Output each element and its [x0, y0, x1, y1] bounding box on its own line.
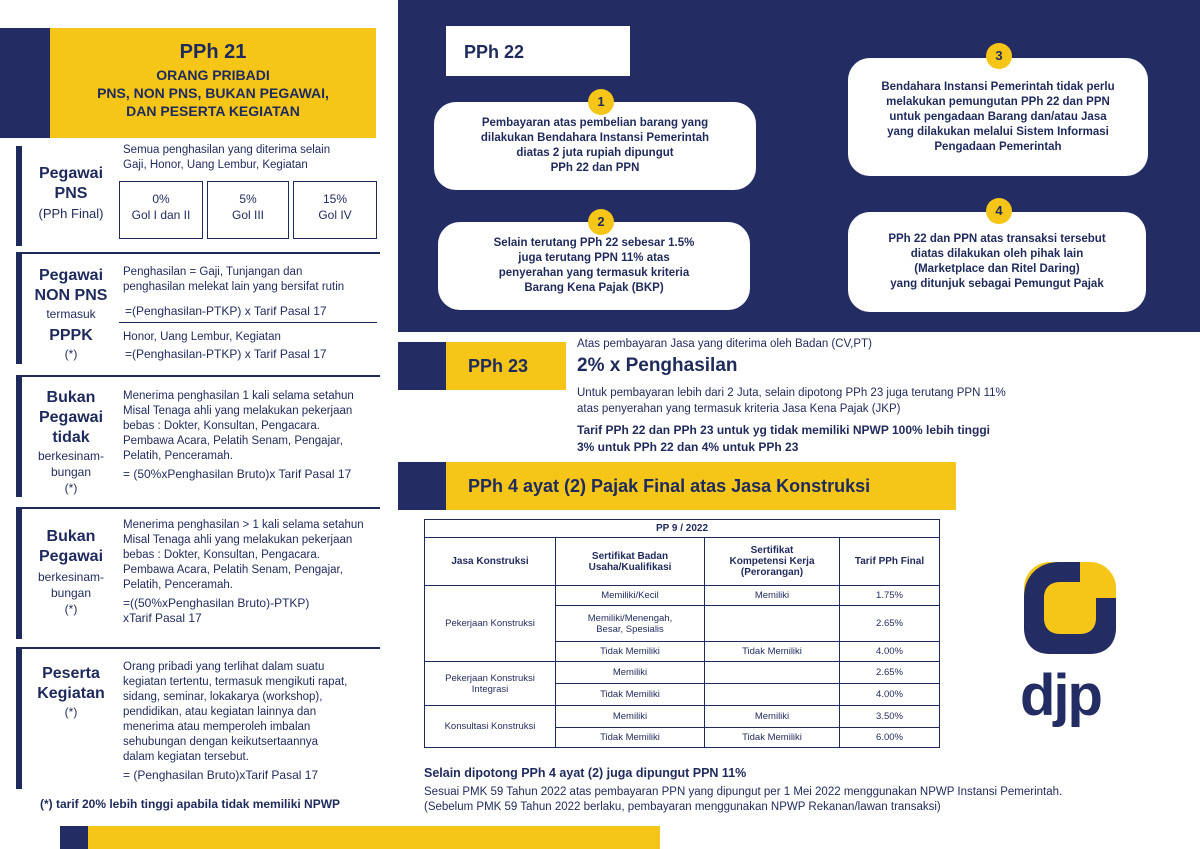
header-line: Kompetensi Kerja: [729, 556, 815, 567]
card-line: PPh 22 dan PPN atas transaksi tersebut: [888, 233, 1106, 245]
pph22-card-1: [434, 102, 756, 190]
text-line: Orang pribadi yang terlihat dalam suatu: [123, 661, 325, 673]
col-header-tarif: Tarif PPh Final: [840, 538, 940, 586]
peserta-text: [123, 660, 381, 783]
card-line: (Marketplace dan Ritel Daring): [914, 263, 1080, 275]
number-badge-2: 2: [588, 209, 614, 235]
group-line: Pekerjaan Konstruksi: [445, 672, 535, 684]
text-line: Pembawa Acara, Pelatih Senam, Pengajar,: [123, 435, 343, 447]
bukan2-label-4: bungan: [50, 586, 92, 600]
header-line: Sertifikat: [750, 545, 794, 556]
gol-label: Gol I dan II: [131, 208, 191, 222]
group-label: [425, 662, 556, 706]
pp9-table: [424, 519, 940, 748]
pns-label-3: (PPh Final): [38, 206, 104, 221]
text-line: Misal Tenaga ahli yang melakukan pekerjaan: [123, 534, 353, 546]
cell-tarif: 1.75%: [840, 586, 940, 606]
pph4-title: PPh 4 ayat (2) Pajak Final atas Jasa Konstruksi: [468, 476, 871, 496]
table-title: PP 9 / 2022: [425, 520, 940, 538]
nonpns-label-1: Pegawai: [38, 267, 104, 284]
text-line: Pelatih, Penceramah.: [123, 450, 233, 462]
text-line: Menerima penghasilan 1 kali selama setahun: [123, 390, 354, 402]
pph21-title: PPh 21: [179, 41, 247, 63]
pph4-title-box: [446, 462, 956, 510]
nonpns-text-2: penghasilan melekat lain yang bersifat rutin: [123, 281, 345, 293]
djp-logo-text: djp: [1020, 663, 1101, 728]
table-row: [425, 662, 940, 684]
cell-sbu: Tidak Memiliki: [556, 684, 705, 706]
cell-skk: [705, 684, 840, 706]
pph21-subtitle-2: PNS, NON PNS, BUKAN PEGAWAI,: [97, 85, 329, 101]
nonpns-text-1: Penghasilan = Gaji, Tunjangan dan: [123, 266, 303, 278]
pph23-note-1: Untuk pembayaran lebih dari 2 Juta, selain dipotong PPh 23 juga terutang PPN 11%: [577, 387, 1006, 399]
group-label: Pekerjaan Konstruksi: [425, 586, 556, 662]
cell-sbu: Memiliki: [556, 662, 705, 684]
pph21-subtitle-1: ORANG PRIBADI: [156, 67, 270, 83]
bukan2-label-2: Pegawai: [38, 548, 104, 565]
col-header-jasa: Jasa Konstruksi: [425, 538, 556, 586]
pph4-navy-block: [398, 462, 446, 510]
nonpns-formula-2: =(Penghasilan-PTKP) x Tarif Pasal 17: [125, 347, 327, 361]
card-line: untuk pengadaan Barang dan/atau Jasa: [889, 110, 1107, 123]
pph21-header: [50, 28, 376, 138]
nonpns-text: [123, 265, 378, 295]
header-line: Sertifikat Badan: [591, 550, 669, 562]
card-line: Barang Kena Pajak (BKP): [524, 282, 664, 294]
bukan2-formula-1: =((50%xPenghasilan Bruto)-PTKP): [123, 596, 310, 610]
peserta-label-1: Peserta: [42, 665, 100, 682]
divider: [16, 375, 380, 377]
pns-desc-2: Gaji, Honor, Uang Lembur, Kegiatan: [123, 159, 308, 171]
text-line: Menerima penghasilan > 1 kali selama setahun: [123, 519, 364, 531]
text-line: Pelatih, Penceramah.: [123, 579, 233, 591]
pns-label-1: Pegawai: [38, 165, 104, 182]
pph23-navy-block: [398, 342, 446, 390]
text-line: sidang, seminar, lokakarya (workshop),: [123, 691, 323, 703]
nonpns-label-4: PPPK: [49, 327, 93, 344]
pns-desc: [123, 143, 373, 173]
cell-skk: Memiliki: [705, 586, 840, 606]
cell-skk: [705, 606, 840, 642]
cell-sbu: Tidak Memiliki: [556, 728, 705, 748]
group-label: Konsultasi Konstruksi: [425, 706, 556, 748]
divider: [16, 507, 380, 509]
pph22-card-2: [438, 222, 750, 310]
card-line: Selain terutang PPh 22 sebesar 1.5%: [493, 237, 695, 249]
card-line: dilakukan Bendahara Instansi Pemerintah: [480, 132, 710, 144]
pph23-title-box: [446, 342, 566, 390]
pph4-note-2: (Sebelum PMK 59 Tahun 2022 berlaku, pembayaran menggunakan NPWP Rekanan/lawan transaksi): [424, 801, 941, 813]
peserta-label: [22, 664, 120, 720]
cell-line: Besar, Spesialis: [596, 623, 664, 635]
card-line: yang dilakukan melalui Sistem Informasi: [887, 125, 1109, 138]
gol-rate: 5%: [239, 192, 257, 206]
cell-line: Memiliki/Menengah,: [587, 612, 673, 624]
cell-skk: Memiliki: [705, 706, 840, 728]
col-header-skk: [705, 538, 840, 586]
table-row: [425, 586, 940, 606]
pph22-card-3: [848, 58, 1148, 176]
cell-tarif: 6.00%: [840, 728, 940, 748]
cell-skk: Tidak Memiliki: [705, 728, 840, 748]
cell-sbu: Tidak Memiliki: [556, 642, 705, 662]
gol-box-2: [207, 181, 289, 239]
divider: [119, 322, 377, 323]
gol-rate: 15%: [322, 192, 348, 206]
bottom-navy-block: [60, 826, 88, 849]
card-line: yang ditunjuk sebagai Pemungut Pajak: [890, 278, 1104, 290]
peserta-formula: = (Penghasilan Bruto)xTarif Pasal 17: [123, 768, 319, 782]
bukan2-label-5: (*): [64, 602, 78, 616]
pph4-bold-note: Selain dipotong PPh 4 ayat (2) juga dipungut PPN 11%: [424, 766, 747, 780]
bukan2-label-3: berkesinam-: [37, 570, 105, 584]
cell-tarif: 2.65%: [840, 606, 940, 642]
gol-rate: 0%: [152, 192, 170, 206]
gol-label: Gol III: [231, 208, 264, 222]
number-badge-1: 1: [588, 89, 614, 115]
pph22-title: PPh 22: [464, 42, 525, 62]
bottom-yellow-bar: [88, 826, 660, 849]
bukan1-label-5: bungan: [50, 465, 92, 479]
nonpns-text-3: Honor, Uang Lembur, Kegiatan: [123, 331, 281, 343]
cell-tarif: 2.65%: [840, 662, 940, 684]
card-line: Pembayaran atas pembelian barang yang: [481, 117, 709, 129]
pns-desc-1: Semua penghasilan yang diterima selain: [123, 144, 331, 156]
gol-box-1: [119, 181, 203, 239]
peserta-label-2: Kegiatan: [37, 685, 105, 702]
bukan1-label-3: tidak: [52, 429, 90, 446]
nonpns-label-5: (*): [64, 347, 78, 361]
header-line: Usaha/Kualifikasi: [588, 561, 672, 573]
text-line: pendidikan, atau kegiatan lainnya dan: [123, 706, 317, 718]
text-line: Pembawa Acara, Pelatih Senam, Pengajar,: [123, 564, 343, 576]
text-line: Misal Tenaga ahli yang melakukan pekerjaan: [123, 405, 353, 417]
nonpns-label: [22, 266, 120, 362]
cell-sbu: [556, 606, 705, 642]
bukan1-formula: = (50%xPenghasilan Bruto)x Tarif Pasal 17: [123, 467, 352, 481]
pns-label-2: PNS: [54, 185, 88, 202]
card-line: Bendahara Instansi Pemerintah tidak perlu: [881, 80, 1115, 93]
text-line: kegiatan tertentu, termasuk mengikuti rapat,: [123, 676, 348, 688]
pph23-title: PPh 23: [468, 356, 529, 376]
text-line: dalam kegiatan tersebut.: [123, 751, 249, 763]
gol-box-3: [293, 181, 377, 239]
pph23-bold-2: 3% untuk PPh 22 dan 4% untuk PPh 23: [577, 440, 799, 454]
cell-skk: Tidak Memiliki: [705, 642, 840, 662]
col-header-sbu: [556, 538, 705, 586]
left-top-navy-block: [0, 28, 50, 138]
cell-tarif: 4.00%: [840, 642, 940, 662]
bukan1-label-4: berkesinam-: [37, 449, 105, 463]
pph21-subtitle-3: DAN PESERTA KEGIATAN: [126, 103, 300, 119]
bukan2-label-1: Bukan: [46, 528, 96, 545]
nonpns-formula-1: =(Penghasilan-PTKP) x Tarif Pasal 17: [125, 304, 327, 318]
card-line: diatas dilakukan oleh pihak lain: [910, 248, 1084, 260]
cell-skk: [705, 662, 840, 684]
djp-logo: [1020, 558, 1120, 738]
header-line: (Perorangan): [740, 567, 804, 578]
pph22-card-4: [848, 212, 1146, 312]
number-badge-4: 4: [986, 198, 1012, 224]
pph4-note-1: Sesuai PMK 59 Tahun 2022 atas pembayaran PPN yang dipungut per 1 Mei 2022 menggunakan NPWP Instansi Pemerintah.: [424, 786, 1063, 798]
bukan2-formula-2: xTarif Pasal 17: [123, 611, 202, 625]
cell-sbu: Memiliki: [556, 706, 705, 728]
pph23-bold-1: Tarif PPh 22 dan PPh 23 untuk yg tidak memiliki NPWP 100% lebih tinggi: [577, 423, 990, 437]
bukan1-label-1: Bukan: [46, 389, 96, 406]
bukan2-label: [22, 527, 120, 617]
cell-tarif: 4.00%: [840, 684, 940, 706]
gol-label: Gol IV: [318, 208, 352, 222]
pns-label: [22, 164, 120, 222]
bukan1-label: [22, 388, 120, 496]
pph23-rate: 2% x Penghasilan: [577, 355, 738, 376]
bukan1-text: [123, 389, 381, 482]
table-row: [425, 706, 940, 728]
pph21-footnote: (*) tarif 20% lebih tinggi apabila tidak memiliki NPWP: [40, 797, 341, 811]
peserta-label-3: (*): [64, 705, 78, 719]
card-line: melakukan pemungutan PPh 22 dan PPN: [886, 95, 1110, 108]
divider: [16, 647, 380, 649]
pph22-title-box: [446, 26, 630, 76]
text-line: menerima atau memperoleh imbalan: [123, 721, 311, 733]
card-line: penyerahan yang termasuk kriteria: [498, 267, 690, 279]
group-line: Integrasi: [471, 683, 509, 695]
card-line: diatas 2 juta rupiah dipungut: [516, 147, 674, 159]
card-line: Pengadaan Pemerintah: [934, 140, 1062, 153]
text-line: sehubungan dengan keikutsertaannya: [123, 736, 319, 748]
text-line: bebas : Dokter, Konsultan, Pengacara.: [123, 420, 320, 432]
divider: [16, 252, 380, 254]
bukan1-label-6: (*): [64, 481, 78, 495]
bukan2-text: [123, 518, 381, 626]
nonpns-label-2: NON PNS: [34, 287, 108, 304]
bukan1-label-2: Pegawai: [38, 409, 104, 426]
cell-tarif: 3.50%: [840, 706, 940, 728]
nonpns-label-3: termasuk: [46, 307, 96, 321]
card-line: PPh 22 dan PPN: [550, 162, 640, 174]
number-badge-3: 3: [986, 43, 1012, 69]
card-line: juga terutang PPN 11% atas: [518, 252, 670, 264]
pph23-note-2: atas penyerahan yang termasuk kriteria Jasa Kena Pajak (JKP): [577, 403, 901, 415]
cell-sbu: Memiliki/Kecil: [556, 586, 705, 606]
text-line: bebas : Dokter, Konsultan, Pengacara.: [123, 549, 320, 561]
djp-logo-mark: [1020, 558, 1120, 668]
pph23-intro: Atas pembayaran Jasa yang diterima oleh Badan (CV,PT): [577, 338, 872, 350]
